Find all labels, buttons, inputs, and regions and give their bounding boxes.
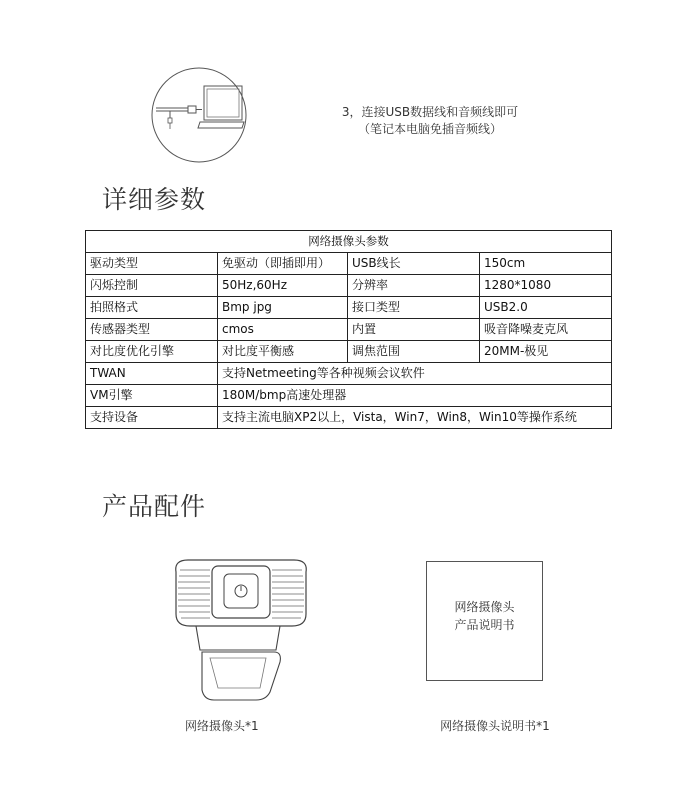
table-row: [86, 253, 612, 275]
param-value: Bmp jpg: [218, 297, 348, 319]
manual-caption: 网络摄像头说明书*1: [440, 719, 550, 733]
param-key: 传感器类型: [86, 319, 218, 341]
param-key: TWAN: [86, 363, 218, 385]
param-value: 支持Netmeeting等各种视频会议软件: [218, 363, 612, 385]
webcam-icon: [166, 552, 316, 707]
webcam-illustration: [166, 552, 316, 707]
connection-step-text: [300, 104, 560, 138]
table-row: [86, 341, 612, 363]
params-table: [85, 230, 612, 429]
param-key: 内置: [348, 319, 480, 341]
table-row: [86, 275, 612, 297]
table-row: [86, 297, 612, 319]
param-value: 支持主流电脑XP2以上，Vista，Win7，Win8，Win10等操作系统: [218, 407, 612, 429]
table-header-row: [86, 231, 612, 253]
param-value: 150cm: [480, 253, 612, 275]
webcam-caption: 网络摄像头*1: [185, 719, 259, 733]
table-row: [86, 319, 612, 341]
table-row: [86, 363, 612, 385]
manual-illustration: [426, 561, 543, 681]
step-line-2: （笔记本电脑免插音频线）: [357, 122, 502, 136]
param-key: 驱动类型: [86, 253, 218, 275]
param-value: 20MM-极见: [480, 341, 612, 363]
param-key: 接口类型: [348, 297, 480, 319]
laptop-connection-illustration: [150, 66, 248, 164]
manual-label: [427, 598, 542, 634]
param-key: 拍照格式: [86, 297, 218, 319]
param-value: USB2.0: [480, 297, 612, 319]
manual-line-2: 产品说明书: [454, 618, 515, 632]
section-title-accessories: 产品配件: [102, 492, 207, 521]
param-value: 对比度平衡感: [218, 341, 348, 363]
step-line-1: 3，连接USB数据线和音频线即可: [341, 105, 519, 119]
param-value: 吸音降噪麦克风: [480, 319, 612, 341]
param-value: 1280*1080: [480, 275, 612, 297]
table-row: [86, 407, 612, 429]
section-title-params: 详细参数: [102, 185, 207, 214]
param-key: USB线长: [348, 253, 480, 275]
param-key: 支持设备: [86, 407, 218, 429]
table-row: [86, 385, 612, 407]
param-key: 闪烁控制: [86, 275, 218, 297]
table-header: 网络摄像头参数: [86, 231, 612, 253]
param-key: 调焦范围: [348, 341, 480, 363]
param-key: 对比度优化引擎: [86, 341, 218, 363]
param-value: 50Hz,60Hz: [218, 275, 348, 297]
param-value: 180M/bmp高速处理器: [218, 385, 612, 407]
manual-line-1: 网络摄像头: [454, 600, 515, 614]
laptop-usb-icon: [150, 66, 248, 164]
param-value: cmos: [218, 319, 348, 341]
param-value: 免驱动（即插即用）: [218, 253, 348, 275]
param-key: 分辨率: [348, 275, 480, 297]
param-key: VM引擎: [86, 385, 218, 407]
